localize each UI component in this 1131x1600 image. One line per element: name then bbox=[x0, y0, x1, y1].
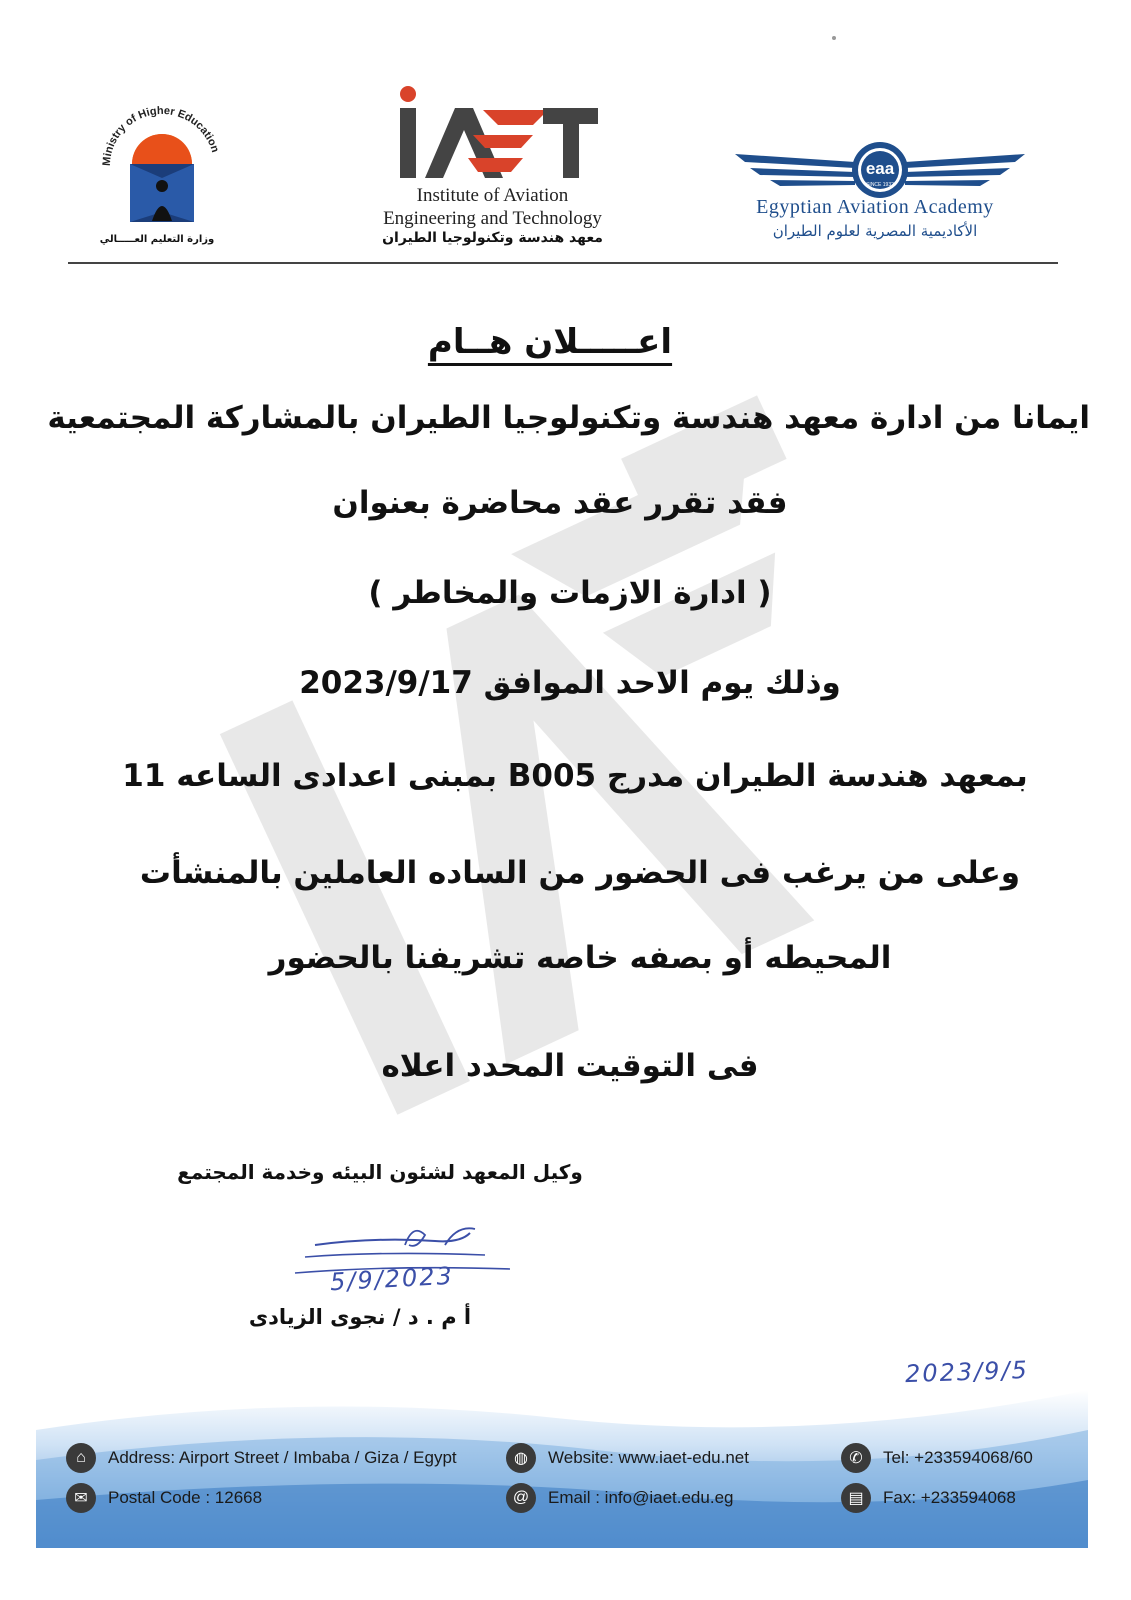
phone-icon: ✆ bbox=[841, 1443, 871, 1473]
envelope-icon: ✉ bbox=[66, 1483, 96, 1513]
academy-name-en: Egyptian Aviation Academy bbox=[756, 196, 994, 218]
announcement-line: فى التوقيت المحدد اعلاه bbox=[381, 1048, 759, 1084]
lecture-location: بمعهد هندسة الطيران مدرج B005 بمبنى اعدادى الساعه 11 bbox=[122, 758, 1028, 794]
academy-since: SINCE 1932 bbox=[866, 182, 894, 188]
institute-name-en-line2: Engineering and Technology bbox=[383, 208, 602, 229]
eaa-wings-icon bbox=[735, 140, 1025, 200]
institute-name-ar: معهد هندسة وتكنولوجيا الطيران bbox=[382, 230, 603, 246]
announcement-heading: اعـــــلان هــام bbox=[427, 322, 673, 362]
institute-name-en-line1: Institute of Aviation bbox=[416, 185, 569, 206]
footer-fax bbox=[841, 1483, 1016, 1513]
academy-badge: eaa bbox=[865, 159, 895, 178]
signature-date: 5/9/2023 bbox=[329, 1261, 455, 1297]
announcement-line: فقد تقرر عقد محاضرة بعنوان bbox=[332, 485, 788, 521]
lecture-title: ( ادارة الازمات والمخاطر ) bbox=[368, 575, 772, 611]
globe-icon: ◍ bbox=[506, 1443, 536, 1473]
iaet-watermark-icon bbox=[210, 330, 910, 1130]
at-sign-icon: @ bbox=[506, 1483, 536, 1513]
fax-text: Fax: +233594068 bbox=[883, 1488, 1016, 1507]
lecture-date: وذلك يوم الاحد الموافق 2023/9/17 bbox=[299, 665, 841, 701]
website-text: Website: www.iaet-edu.net bbox=[548, 1448, 749, 1467]
ministry-name-en: Ministry of Higher Education bbox=[100, 104, 222, 167]
fax-icon: ▤ bbox=[841, 1483, 871, 1513]
footer-postal bbox=[66, 1483, 262, 1513]
footer-banner bbox=[36, 1390, 1088, 1548]
address-text: Address: Airport Street / Imbaba / Giza / Egypt bbox=[108, 1448, 457, 1467]
ministry-name-ar: وزارة التعليم العـــــالي bbox=[99, 234, 215, 245]
footer-email bbox=[506, 1483, 733, 1513]
signer-title: وكيل المعهد لشئون البيئه وخدمة المجتمع bbox=[177, 1160, 583, 1184]
tel-text: Tel: +233594068/60 bbox=[883, 1448, 1033, 1467]
iaet-mark-icon bbox=[373, 80, 613, 190]
header-divider bbox=[68, 262, 1058, 264]
announcement-line: ايمانا من ادارة معهد هندسة وتكنولوجيا الطيران بالمشاركة المجتمعية bbox=[47, 400, 1090, 436]
location-icon: ⌂ bbox=[66, 1443, 96, 1473]
footer-tel bbox=[841, 1443, 1033, 1473]
ministry-logo bbox=[92, 86, 232, 256]
iaet-logo bbox=[355, 80, 630, 265]
handwritten-signature bbox=[285, 1215, 515, 1310]
signer-name: أ م . د / نجوى الزيادى bbox=[248, 1305, 472, 1329]
footer-website bbox=[506, 1443, 749, 1473]
footer-address bbox=[66, 1443, 457, 1473]
announcement-line: المحيطه أو بصفه خاصه تشريفنا بالحضور bbox=[268, 940, 892, 976]
scan-speck bbox=[832, 36, 836, 40]
ministry-emblem-icon bbox=[92, 86, 232, 236]
academy-name-ar: الأكاديمية المصرية لعلوم الطيران bbox=[772, 222, 978, 240]
announcement-line: وعلى من يرغب فى الحضور من الساده العاملين بالمنشأت bbox=[139, 855, 1021, 891]
handwritten-received-date: 2023/9/5 bbox=[904, 1355, 1030, 1389]
postal-text: Postal Code : 12668 bbox=[108, 1488, 263, 1507]
eaa-logo bbox=[715, 130, 1035, 245]
email-text: Email : info@iaet.edu.eg bbox=[548, 1488, 734, 1507]
